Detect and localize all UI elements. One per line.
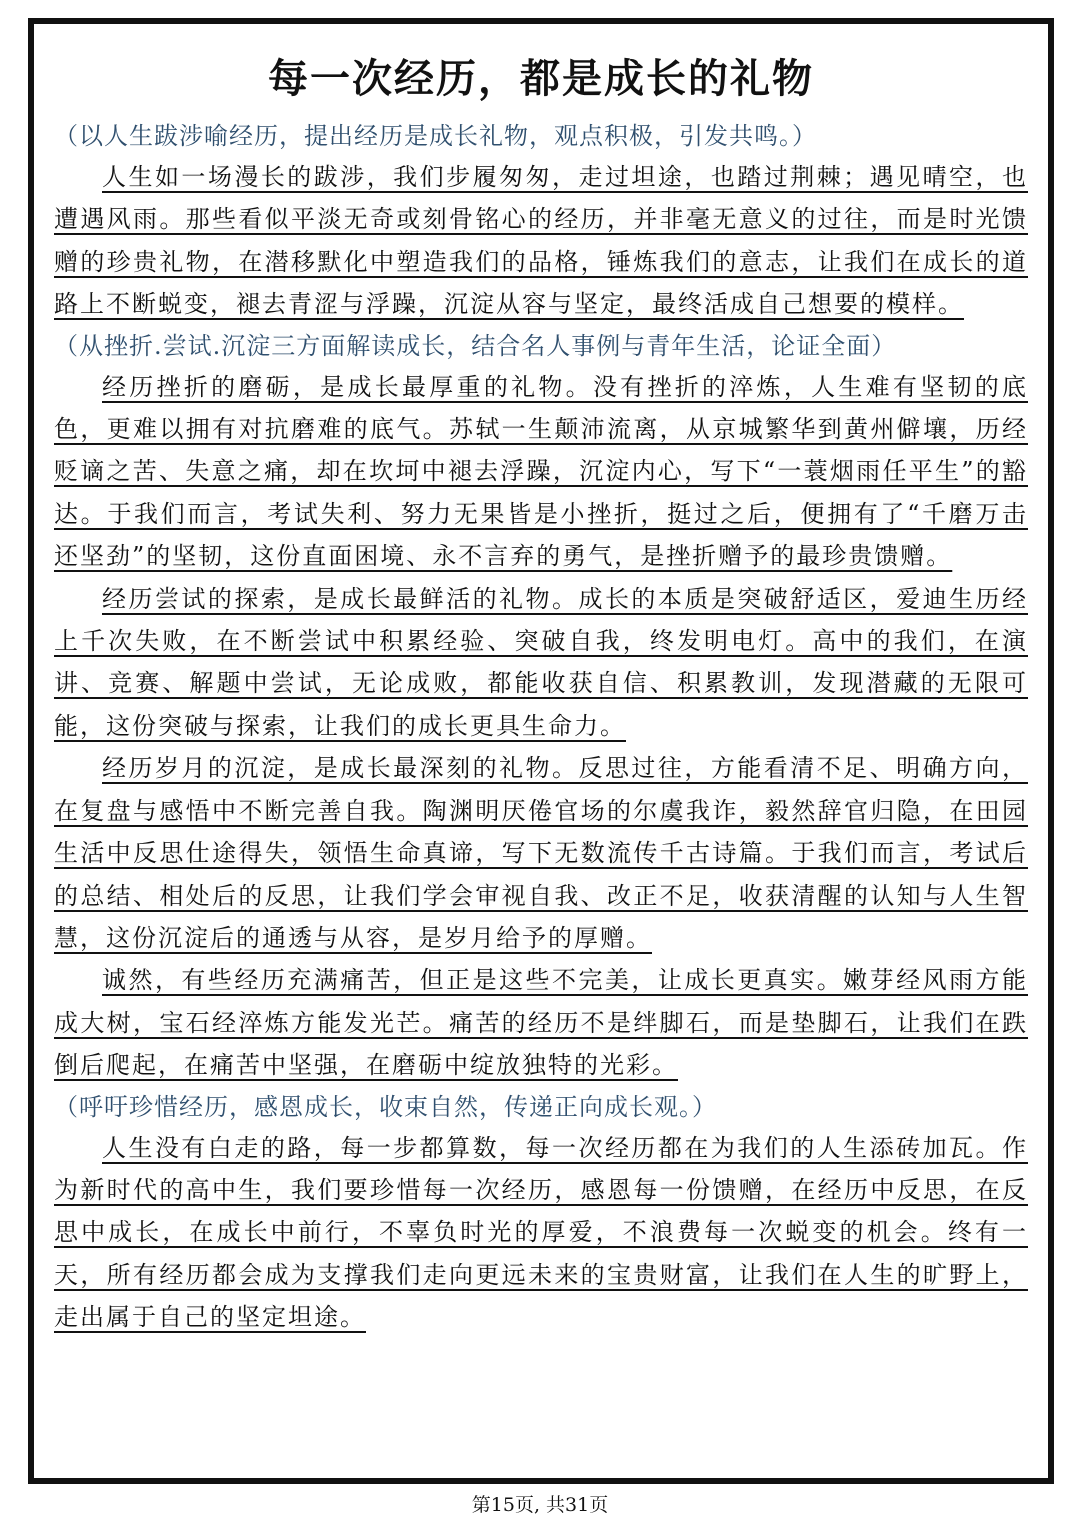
paragraph-text: 经历挫折的磨砺，是成长最厚重的礼物。没有挫折的淬炼，人生难有坚韧的底色，更难以拥有对抗磨难的底气。苏轼一生颠沛流离，从京城繁华到黄州僻壤，历经贬谪之苦、失意之痛，却在坎坷中褪去浮躁，沉淀内心，写下“一蓑烟雨任平生”的豁达。于我们而言，考试失利、努力无果皆是小挫折，挺过之后，便拥有了“千磨万击还坚劲”的坚韧，这份直面困境、永不言弃的勇气，是挫折赠予的最珍贵馈赠。 <box>54 372 1028 571</box>
page-frame <box>28 18 1054 1484</box>
paragraph-reflection <box>54 747 1028 959</box>
paragraph-conclusion <box>54 1127 1028 1339</box>
annotation-conclusion: （呼吁珍惜经历，感恩成长，收束自然，传递正向成长观。） <box>54 1092 717 1121</box>
paragraph-setback <box>54 366 1028 578</box>
paragraph-attempt <box>54 578 1028 748</box>
annotation-intro: （以人生跋涉喻经历，提出经历是成长礼物，观点积极，引发共鸣。） <box>54 122 817 150</box>
paragraph-intro <box>54 156 1028 326</box>
paragraph-text: 人生如一场漫长的跋涉，我们步履匆匆，走过坦途，也踏过荆棘；遇见晴空，也遭遇风雨。那些看似平淡无奇或刻骨铭心的经历，并非毫无意义的过往，而是时光馈赠的珍贵礼物，在潜移默化中塑造我们的品格，锤炼我们的意志，让我们在成长的道路上不断蜕变，褪去青涩与浮躁，沉淀从容与坚定，最终活成自己想要的模样。 <box>54 163 1028 319</box>
paragraph-text: 经历岁月的沉淀，是成长最深刻的礼物。反思过往，方能看清不足、明确方向，在复盘与感悟中不断完善自我。陶渊明厌倦官场的尔虞我诈，毅然辞官归隐，在田园生活中反思仕途得失，领悟生命真谛，写下无数流传千古诗篇。于我们而言，考试后的总结、相处后的反思，让我们学会审视自我、改正不足，收获清醒的认知与人生智慧，这份沉淀后的通透与从容，是岁月给予的厚赠。 <box>54 754 1028 952</box>
page-number: 第15页, 共31页 <box>471 1494 609 1516</box>
paragraph-pain <box>54 959 1028 1086</box>
paragraph-text: 经历尝试的探索，是成长最鲜活的礼物。成长的本质是突破舒适区，爱迪生历经上千次失败，在不断尝试中积累经验、突破自我，终发明电灯。高中的我们，在演讲、竞赛、解题中尝试，无论成败，都能收获自信、积累教训，发现潜藏的无限可能，这份突破与探索，让我们的成长更具生命力。 <box>54 584 1028 740</box>
essay-title: 每一次经历，都是成长的礼物 <box>268 56 814 102</box>
annotation-body: （从挫折.尝试.沉淀三方面解读成长，结合名人事例与青年生活，论证全面） <box>54 331 897 360</box>
paragraph-text: 诚然，有些经历充满痛苦，但正是这些不完美，让成长更真实。嫩芽经风雨方能成大树，宝石经淬炼方能发光芒。痛苦的经历不是绊脚石，而是垫脚石，让我们在跌倒后爬起，在痛苦中坚强，在磨砺中绽放独特的光彩。 <box>54 966 1028 1080</box>
paragraph-text: 人生没有白走的路，每一步都算数，每一次经历都在为我们的人生添砖加瓦。作为新时代的高中生，我们要珍惜每一次经历，感恩每一份馈赠，在经历中反思，在反思中成长，在成长中前行，不辜负时光的厚爱，不浪费每一次蜕变的机会。终有一天，所有经历都会成为支撑我们走向更远未来的宝贵财富，让我们在人生的旷野上，走出属于自己的坚定坦途。 <box>54 1133 1028 1332</box>
essay-body <box>54 54 1028 1468</box>
